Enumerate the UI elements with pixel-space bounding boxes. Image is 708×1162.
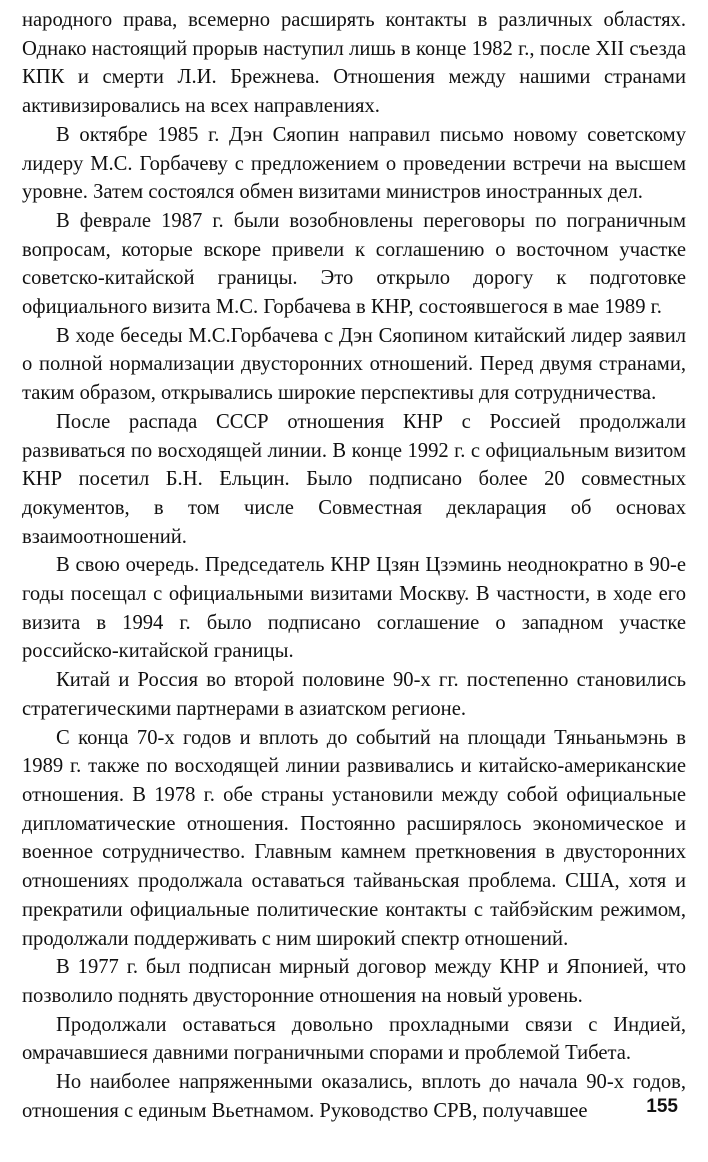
paragraph-5: После распада СССР отношения КНР с Россией продолжали развиваться по восходящей линии. В конце 1992 г. с официальным визитом КНР посетил Б.Н. Ельцин. Было подписано более 20 совместных документов, в том числе Совместная декларация об основах взаимоотношений.: [22, 410, 686, 548]
paragraph-11: Но наиболее напряженными оказались, вплоть до начала 90-х годов, отношения с единым Вьетнамом. Руководство СРВ, получавшее: [22, 1071, 686, 1122]
paragraph-7: Китай и Россия во второй половине 90-х гг. постепенно становились стратегическими партнерами в азиатском регионе.: [22, 669, 686, 720]
paragraph-4: В ходе беседы М.С.Горбачева с Дэн Сяопином китайский лидер заявил о полной нормализации двусторонних отношений. Перед двумя странами, таким образом, открывались широкие перспективы для сотрудничества.: [22, 324, 686, 405]
document-page: [22, 6, 686, 1125]
page-number: 155: [646, 1096, 678, 1117]
paragraph-1: народного права, всемерно расширять контакты в различных областях. Однако настоящий прорыв наступил лишь в конце 1982 г., после XII съезда КПК и смерти Л.И. Брежнева. Отношения между нашими странами активизировались на всех направлениях.: [22, 9, 686, 118]
paragraph-8: С конца 70-х годов и вплоть до событий на площади Тяньаньмэнь в 1989 г. также по восходящей линии развивались и китайско-американские отношения. В 1978 г. обе страны установили между собой официальные дипломатические отношения. Постоянно расширялось экономическое и военное сотрудничество. Главным камнем преткновения в двусторонних отношениях продолжала оставаться тайваньская проблема. США, хотя и прекратили официальные политические контакты с тайбэйским режимом, продолжали поддерживать с ним широкий спектр отношений.: [22, 726, 686, 950]
paragraph-3: В феврале 1987 г. были возобновлены переговоры по пограничным вопросам, которые вскоре привели к соглашению о восточном участке советско-китайской границы. Это открыло дорогу к подготовке официального визита М.С. Горбачева в КНР, состоявшегося в мае 1989 г.: [22, 209, 686, 319]
paragraph-10: Продолжали оставаться довольно прохладными связи с Индией, омрачавшиеся давними пограничными спорами и проблемой Тибета.: [22, 1013, 686, 1065]
paragraph-9: В 1977 г. был подписан мирный договор между КНР и Японией, что позволило поднять двусторонние отношения на новый уровень.: [22, 956, 686, 1007]
paragraph-2: В октябре 1985 г. Дэн Сяопин направил письмо новому советскому лидеру М.С. Горбачеву с предложением о проведении встречи на высшем уровне. Затем состоялся обмен визитами министров иностранных дел.: [22, 123, 686, 204]
paragraph-6: В свою очередь. Председатель КНР Цзян Цзэминь неоднократно в 90-е годы посещал с официальными визитами Москву. В частности, в ходе его визита в 1994 г. было подписано соглашение о западном участке российско-китайской границы.: [22, 554, 686, 663]
